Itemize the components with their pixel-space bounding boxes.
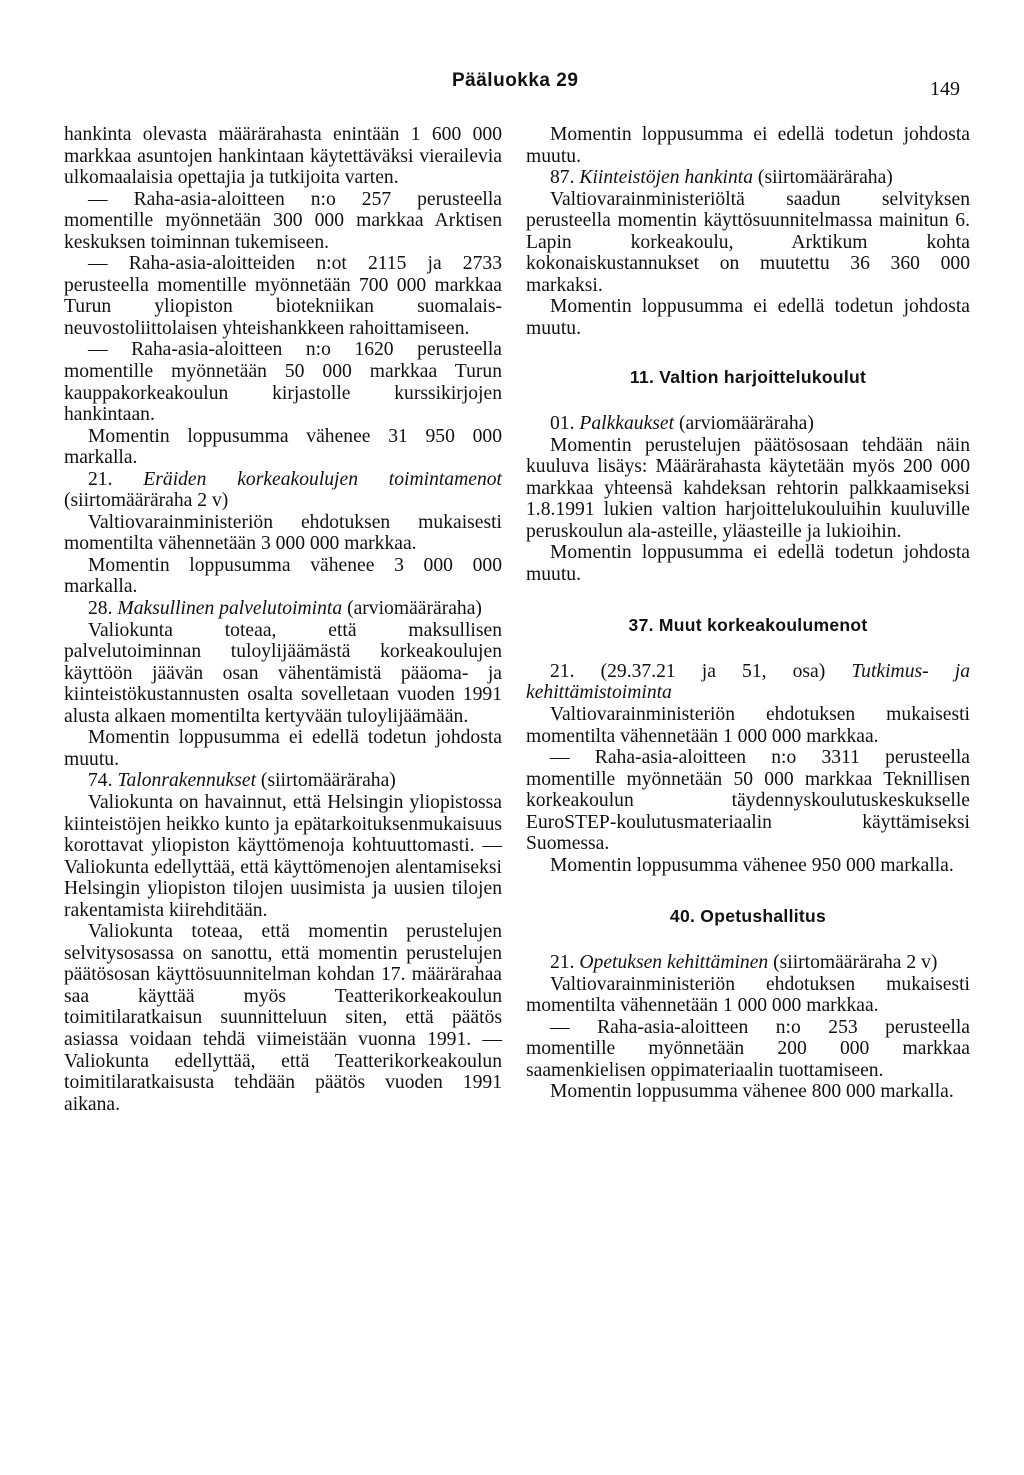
section-heading-37: 37. Muut korkeakoulumenot: [628, 615, 868, 636]
item-number: 21.: [550, 660, 575, 682]
summary-paragraph: Momentin loppusumma ei edellä todetun johdosta muutu.: [526, 124, 970, 167]
running-header-title: Pääluokka 29: [452, 70, 579, 91]
item-number: 21.: [550, 951, 575, 973]
item-reference: (29.37.21 ja 51, osa): [600, 660, 826, 682]
summary-paragraph: Momentin loppusumma vähenee 950 000 markalla.: [550, 854, 954, 876]
item-number: 28.: [88, 598, 113, 620]
summary-paragraph: Momentin loppusumma vähenee 800 000 markalla.: [550, 1081, 954, 1103]
paragraph: — Raha-asia-aloitteiden n:ot 2115 ja 2733 perusteella momentille myönnetään 700 000 markkaa Turun yliopiston biotekniikan suomalais-neuvostoliittolaisen yhteishankkeen rahoittamiseen.: [64, 253, 502, 339]
item-heading-21: [64, 469, 502, 512]
item-type: (siirtomääräraha 2 v): [773, 951, 938, 973]
item-title: Kiinteistöjen hankinta: [579, 167, 754, 189]
paragraph: Valtiovarainministeriön ehdotuksen mukaisesti momentilta vähennetään 1 000 000 markkaa.: [526, 973, 970, 1017]
item-type: (arviomääräraha): [678, 413, 814, 435]
item-heading-21-opetus: [526, 952, 970, 974]
paragraph: — Raha-asia-aloitteen n:o 257 perusteella momentille myönnetään 300 000 markkaa Arktisen keskuksen toiminnan tukemiseen.: [64, 188, 502, 253]
section-heading-40: 40. Opetushallitus: [669, 906, 827, 927]
item-number: 01.: [550, 413, 575, 435]
paragraph: Valtiovarainministeriön ehdotuksen mukaisesti momentilta vähennetään 3 000 000 markkaa.: [64, 511, 502, 555]
item-title: Opetuksen kehittäminen: [579, 951, 769, 973]
paragraph: Valtiovarainministeriön ehdotuksen mukaisesti momentilta vähennetään 1 000 000 markkaa.: [526, 704, 970, 747]
paragraph: hankinta olevasta määrärahasta enintään 1 600 000 markkaa asuntojen hankintaan käytettäväksi vierailevia ulkomaalaisia opettajia ja tutkijoita varten.: [64, 124, 502, 189]
paragraph: — Raha-asia-aloitteen n:o 1620 perusteella momentille myönnetään 50 000 markkaa Turun kauppakorkeakoulun kirjastolle kurssikirjojen hankintaan.: [64, 339, 502, 426]
left-column: [64, 124, 502, 1115]
item-type: (siirtomääräraha): [757, 167, 893, 189]
item-title: Palkkaukset: [579, 413, 675, 435]
item-heading-28: [64, 598, 502, 620]
summary-paragraph: Momentin loppusumma vähenee 31 950 000 markalla.: [64, 425, 502, 469]
summary-paragraph: Momentin loppusumma ei edellä todetun johdosta muutu.: [526, 296, 970, 339]
item-type: (siirtomääräraha 2 v): [64, 490, 229, 512]
paragraph: Valiokunta toteaa, että momentin perustelujen selvitysosassa on sanottu, että momentin perustelujen päätösosan käyttösuunnitelman kohdan 17. määrärahaa saa käyttää myös Teatterikorkeakoulun toimitilaratkaisun suunnitteluun siten, että päätös asiassa voidaan tehdä viimeistään vuonna 1991. — Valiokunta edellyttää, että Teatterikorkeakoulun toimitilaratkaisusta tehdään päätös vuoden 1991 aikana.: [64, 921, 502, 1115]
item-title: Talonrakennukset: [117, 770, 257, 792]
item-type: (arviomääräraha): [347, 598, 482, 620]
item-type: (siirtomääräraha): [260, 770, 396, 792]
right-column: [526, 124, 970, 1103]
item-heading-01: [526, 413, 970, 435]
paragraph: Valiokunta on havainnut, että Helsingin yliopistossa kiinteistöjen heikko kunto ja epätarkoituksenmukaisuus korottavat yliopiston käyttömenoja kohtuuttomasti. — Valiokunta edellyttää, että käyttömenojen alentamiseksi Helsingin yliopiston tilojen uusimista ja uusien tilojen rakentamista kiirehditään.: [64, 791, 502, 921]
item-title: Tutkimus- ja kehittämistoiminta: [526, 660, 970, 704]
summary-paragraph: Momentin loppusumma vähenee 3 000 000 markalla.: [64, 554, 502, 598]
paragraph: Valtiovarainministeriöltä saadun selvityksen perusteella momentin käyttösuunnitelmassa mainitun 6. Lapin korkeakoulu, Arktikum kohta kokonaiskustannukset on muutettu 36 360 000 markaksi.: [526, 188, 970, 296]
page-number: 149: [930, 78, 960, 100]
item-heading-87: [526, 167, 970, 189]
paragraph: Valiokunta toteaa, että maksullisen palvelutoiminnan tuloylijäämästä korkeakoulujen käyttöön jäävän osan vähentämistä pääoma- ja kiinteistökustannusten osalta sovelletaan vuoden 1991 alusta alkaen momentilta kertyvään tuloylijäämään.: [64, 619, 502, 727]
paragraph: — Raha-asia-aloitteen n:o 253 perusteella momentille myönnetään 200 000 markkaa saamenkielisen oppimateriaalin tuottamiseen.: [526, 1016, 970, 1081]
summary-paragraph: Momentin loppusumma ei edellä todetun johdosta muutu.: [64, 727, 502, 770]
item-heading-74: [64, 770, 502, 792]
item-number: 21.: [88, 468, 113, 490]
summary-paragraph: Momentin loppusumma ei edellä todetun johdosta muutu.: [526, 542, 970, 585]
item-heading-21-tutkimus: [526, 661, 970, 704]
item-title: Maksullinen palvelutoiminta: [117, 598, 343, 620]
item-number: 74.: [88, 770, 113, 792]
paragraph: Momentin perustelujen päätösosaan tehdään näin kuuluva lisäys: Määrärahasta käytetään myös 200 000 markkaa yhteensä kahdeksan rehtorin palkkaamiseksi 1.8.1991 lukien valtion harjoittelukouluihin kuuluville peruskoulun ala-asteille, yläasteille ja lukioihin.: [526, 434, 970, 542]
item-title: Eräiden korkeakoulujen toimintamenot: [143, 468, 502, 490]
section-heading-11: 11. Valtion harjoittelukoulut: [629, 367, 867, 388]
paragraph: — Raha-asia-aloitteen n:o 3311 perusteella momentille myönnetään 50 000 markkaa Teknillisen korkeakoulun täydennyskoulutuskeskukselle EuroSTEP-koulutusmateriaalin käyttämiseksi Suomessa.: [526, 747, 970, 855]
item-number: 87.: [550, 167, 575, 189]
